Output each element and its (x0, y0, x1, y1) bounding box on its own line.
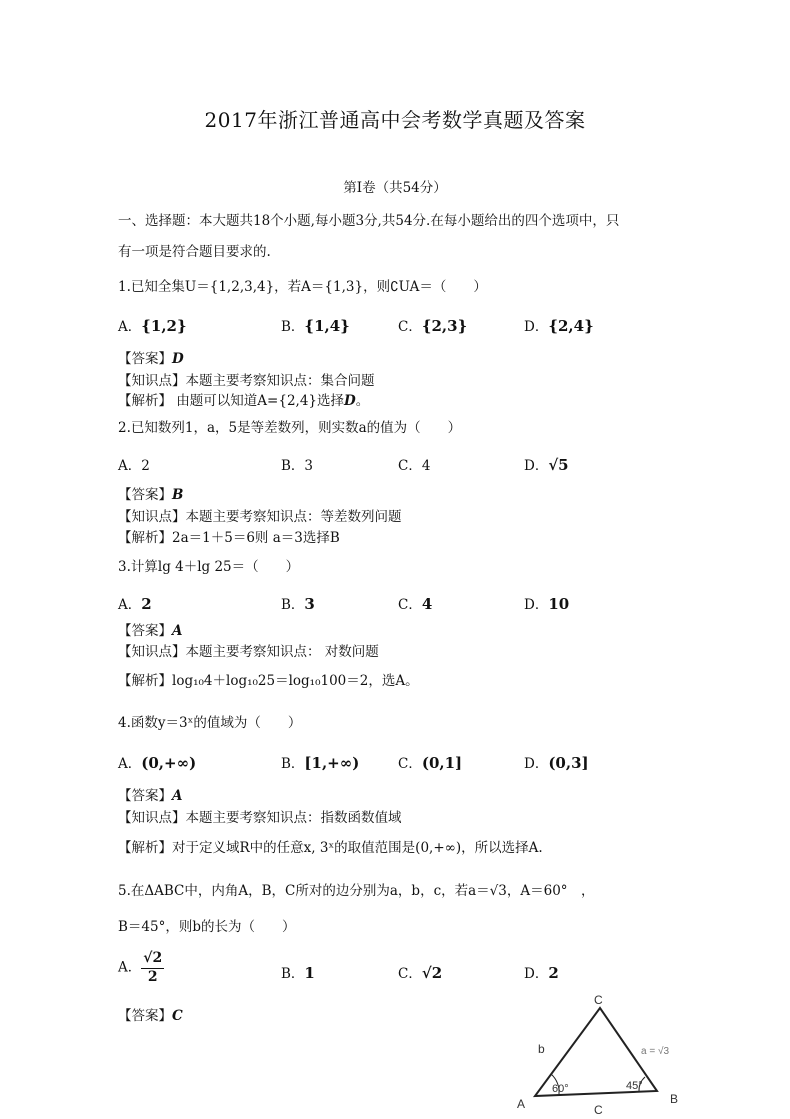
volume-heading: 第Ⅰ卷（共54分） (343, 180, 447, 196)
q3-option-a: A．2 (118, 595, 152, 613)
q4-analysis: 【解析】对于定义域R中的任意x, 3ˣ的取值范围是(0,+∞)，所以选择A. (118, 840, 543, 856)
q5-option-d: D．2 (524, 964, 559, 982)
side-label-b: b (538, 1042, 545, 1056)
document-title: 2017年浙江普通高中会考数学真题及答案 (204, 108, 586, 132)
q1-option-d: D．{2,4} (524, 317, 594, 335)
q1-option-b: B．{1,4} (281, 317, 350, 335)
q4-option-a: A．(0,+∞) (118, 754, 197, 772)
vertex-label-c: C (594, 993, 603, 1007)
q4-option-d: D．(0,3] (524, 754, 589, 772)
q2-knowledge: 【知识点】本题主要考察知识点：等差数列问题 (118, 509, 402, 525)
q3-option-b: B．3 (281, 595, 315, 613)
q5-option-a: A． $\frac{√2}{2}$ (118, 950, 163, 985)
question-4-stem: 4.函数y＝3ˣ的值域为（ ） (118, 715, 302, 731)
q3-option-c: C．4 (398, 595, 433, 613)
question-2-stem: 2.已知数列1，a，5是等差数列，则实数a的值为（ ） (118, 420, 462, 436)
section-intro-line2: 有一项是符合题目要求的. (118, 244, 271, 260)
triangle-figure (505, 990, 695, 1115)
q4-option-b: B．[1,+∞) (281, 754, 360, 772)
q2-answer: 【答案】B (118, 487, 184, 503)
q2-option-c: C．4 (398, 458, 431, 474)
side-label-a: a = √3 (641, 1046, 670, 1057)
question-3-stem: 3.计算lg 4＋lg 25＝（ ） (118, 559, 300, 575)
vertex-label-b: B (670, 1092, 679, 1106)
q2-analysis: 【解析】2a＝1＋5＝6则 a＝3选择B (118, 530, 340, 546)
q3-knowledge: 【知识点】本题主要考察知识点： 对数问题 (118, 644, 379, 660)
q2-option-a: A．2 (118, 458, 150, 474)
q5-option-b: B．1 (281, 964, 315, 982)
q2-option-b: B．3 (281, 458, 314, 474)
question-5-stem-line1: 5.在ΔABC中，内角A，B，C所对的边分别为a，b，c，若a＝√3，A＝60° ， (118, 883, 595, 899)
q1-answer: 【答案】D (118, 351, 184, 367)
angle-label-a: 60° (552, 1083, 569, 1095)
q2-option-d: D．√5 (524, 456, 569, 474)
q4-answer: 【答案】A (118, 788, 183, 804)
side-label-c: C (594, 1103, 603, 1115)
q1-analysis: 【解析】 由题可以知道A={2,4}选择D。 (118, 393, 370, 409)
q3-option-d: D．10 (524, 595, 570, 613)
angle-label-b: 45° (626, 1080, 643, 1092)
q1-option-a: A．{1,2} (118, 317, 187, 335)
q1-knowledge: 【知识点】本题主要考察知识点：集合问题 (118, 373, 375, 389)
q5-answer: 【答案】C (118, 1008, 183, 1024)
q1-option-c: C．{2,3} (398, 317, 468, 335)
vertex-label-a: A (517, 1097, 526, 1111)
q3-answer: 【答案】A (118, 623, 183, 639)
question-1-stem: 1.已知全集U＝{1,2,3,4}，若A＝{1,3}，则∁UA＝（ ） (118, 279, 487, 295)
section-intro-line1: 一、选择题：本大题共18个小题,每小题3分,共54分.在每小题给出的四个选项中，只 (118, 213, 620, 229)
q5-option-c: C．√2 (398, 964, 443, 982)
q3-analysis: 【解析】log₁₀4＋log₁₀25＝log₁₀100＝2，选A。 (118, 673, 419, 689)
q4-option-c: C．(0,1] (398, 754, 463, 772)
q5-option-a-fraction: $\frac{√2}{2}$ (143, 950, 163, 985)
question-5-stem-line2: B＝45°，则b的长为（ ） (118, 919, 296, 935)
q4-knowledge: 【知识点】本题主要考察知识点：指数函数值域 (118, 810, 402, 826)
